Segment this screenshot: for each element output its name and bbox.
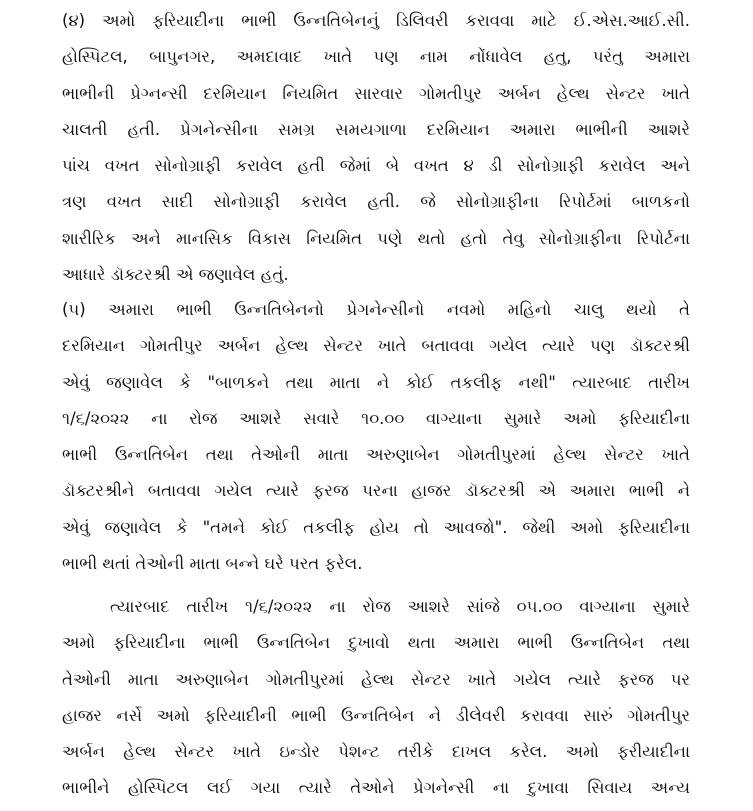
text-line: તેઓની માતા અરુણાબેન ગોમતીપુરમાં હેલ્થ સેન્ટર ખાતે ગયેલ ત્યારે ફરજ પર bbox=[62, 669, 690, 689]
paragraph-4 bbox=[62, 3, 690, 293]
text-line: ૧/૬/૨૦૨૨ ના રોજ આશરે સવારે ૧૦.૦૦ વાગ્યાના સુમારે અમો ફરિયાદીના bbox=[62, 408, 690, 428]
text-line: ભાભીની પ્રેગ્નન્સી દરમિયાન નિયમિત સારવાર ગોમતીપુર અર્બન હેલ્થ સેન્ટર ખાતે bbox=[62, 83, 690, 103]
text-line: એવું જણાવેલ કે "બાળકને તથા માતા ને કોઈ તકલીફ નથી" ત્યારબાદ તારીખ bbox=[62, 372, 690, 392]
paragraph-continuation bbox=[62, 589, 690, 807]
text-line: હાજર નર્સે અમો ફરિયાદીની ભાભી ઉન્નતિબેન ને ડીલેવરી કરાવવા સારું ગોમતીપુર bbox=[62, 705, 690, 725]
text-line: પાંચ વખત સોનોગ્રાફી કરાવેલ હતી જેમાં બે વખત ૪ ડી સોનોગ્રાફી કરાવેલ અને bbox=[62, 156, 690, 176]
text-line: ભાભી થતાં તેઓની માતા બન્ને ઘરે પરત ફરેલ. bbox=[62, 554, 363, 574]
paragraph-5 bbox=[62, 292, 690, 582]
text-line: એવું જણાવેલ કે "તમને કોઈ તકલીફ હોય તો આવજો". જેથી અમો ફરિયાદીના bbox=[62, 517, 690, 537]
text-line: ડૉક્ટરશ્રીને બતાવવા ગયેલ ત્યારે ફરજ પરના હાજર ડૉક્ટરશ્રી એ અમારા ભાભી ને bbox=[62, 481, 690, 501]
text-line: અમો ફરિયાદીના ભાભી ઉન્નતિબેન દુખાવો થતા અમારા ભાભી ઉન્નતિબેન તથા bbox=[62, 633, 690, 653]
text-line: અર્બન હેલ્થ સેન્ટર ખાતે ઇન્ડોર પેશન્ટ તરીકે દાખલ કરેલ. અમો ફરીયાદીના bbox=[62, 742, 690, 762]
text-line: ભાભી ઉન્નતિબેન તથા તેઓની માતા અરુણાબેન ગોમતીપુરમાં હેલ્થ સેન્ટર ખાતે bbox=[62, 445, 690, 465]
text-line: હોસ્પિટલ, બાપુનગર, અમદાવાદ ખાતે પણ નામ નોંધાવેલ હતુ, પરંતુ અમારા bbox=[62, 47, 690, 67]
text-line: ત્યારબાદ તારીખ ૧/૬/૨૦૨૨ ના રોજ આશરે સાંજે ૦૫.૦૦ વાગ્યાના સુમારે bbox=[110, 597, 690, 616]
text-line: ચાલતી હતી. પ્રેગનેન્સીના સમગ્ર સમયગાળા દરમિયાન અમારા ભાભીની આશરે bbox=[62, 119, 690, 139]
text-line: દરમિયાન ગોમતીપુર અર્બન હેલ્થ સેન્ટર ખાતે બતાવવા ગયેલ ત્યારે પણ ડૉક્ટરશ્રી bbox=[62, 336, 690, 356]
text-line: ત્રણ વખત સાદી સોનોગ્રાફી કરાવેલ હતી. જે સોનોગ્રાફીના રિપોર્ટમાં બાળકનો bbox=[62, 192, 690, 212]
text-line: (૪) અમો ફરિયાદીના ભાભી ઉન્નતિબેનનું ડિલિવરી કરાવવા માટે ઈ.એસ.આઈ.સી. bbox=[62, 11, 690, 30]
text-line: આધારે ડૉક્ટરશ્રી એ જણાવેલ હતું. bbox=[62, 265, 289, 285]
text-line: ભાભીને હોસ્પિટલ લઈ ગયા ત્યારે તેઓને પ્રેગનેન્સી ના દુખાવા સિવાય અન્ય bbox=[62, 778, 690, 798]
text-line: શારીરિક અને માનસિક વિકાસ નિયમિત પણે થતો હતો તેવુ સોનોગ્રાફીના રિપોર્ટના bbox=[62, 228, 690, 248]
text-line: (૫) અમારા ભાભી ઉન્નતિબેનનો પ્રેગનેન્સીનો નવમો મહિનો ચાલુ થયો તે bbox=[62, 300, 690, 319]
